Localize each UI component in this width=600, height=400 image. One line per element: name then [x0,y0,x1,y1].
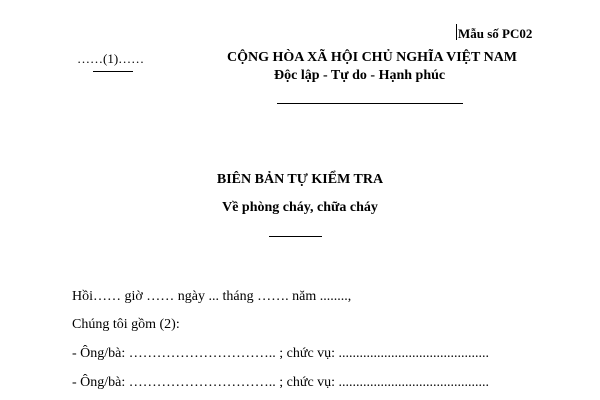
document-subtitle: Về phòng cháy, chữa cháy [222,200,378,215]
document-title: BIÊN BẢN TỰ KIỂM TRA [216,172,384,187]
motto-underline [277,103,463,104]
text-cursor [456,24,457,40]
form-code: Mẫu số PC02 [458,26,533,41]
issuing-agency-placeholder: ……(1)…… [77,51,145,66]
issuer-underline [93,71,133,72]
member-line: - Ông/bà: ………………………….. ; chức vụ: ........................................... [72,375,490,390]
title-underline [269,236,322,237]
members-intro: Chúng tôi gồm (2): [72,317,180,332]
national-title: CỘNG HÒA XÃ HỘI CHỦ NGHĨA VIỆT NAM [227,50,518,65]
member-line: - Ông/bà: ………………………….. ; chức vụ: ........................................... [72,346,490,361]
time-line: Hồi…… giờ …… ngày ... tháng ……. năm ........, [72,289,352,304]
national-motto: Độc lập - Tự do - Hạnh phúc [274,68,446,83]
